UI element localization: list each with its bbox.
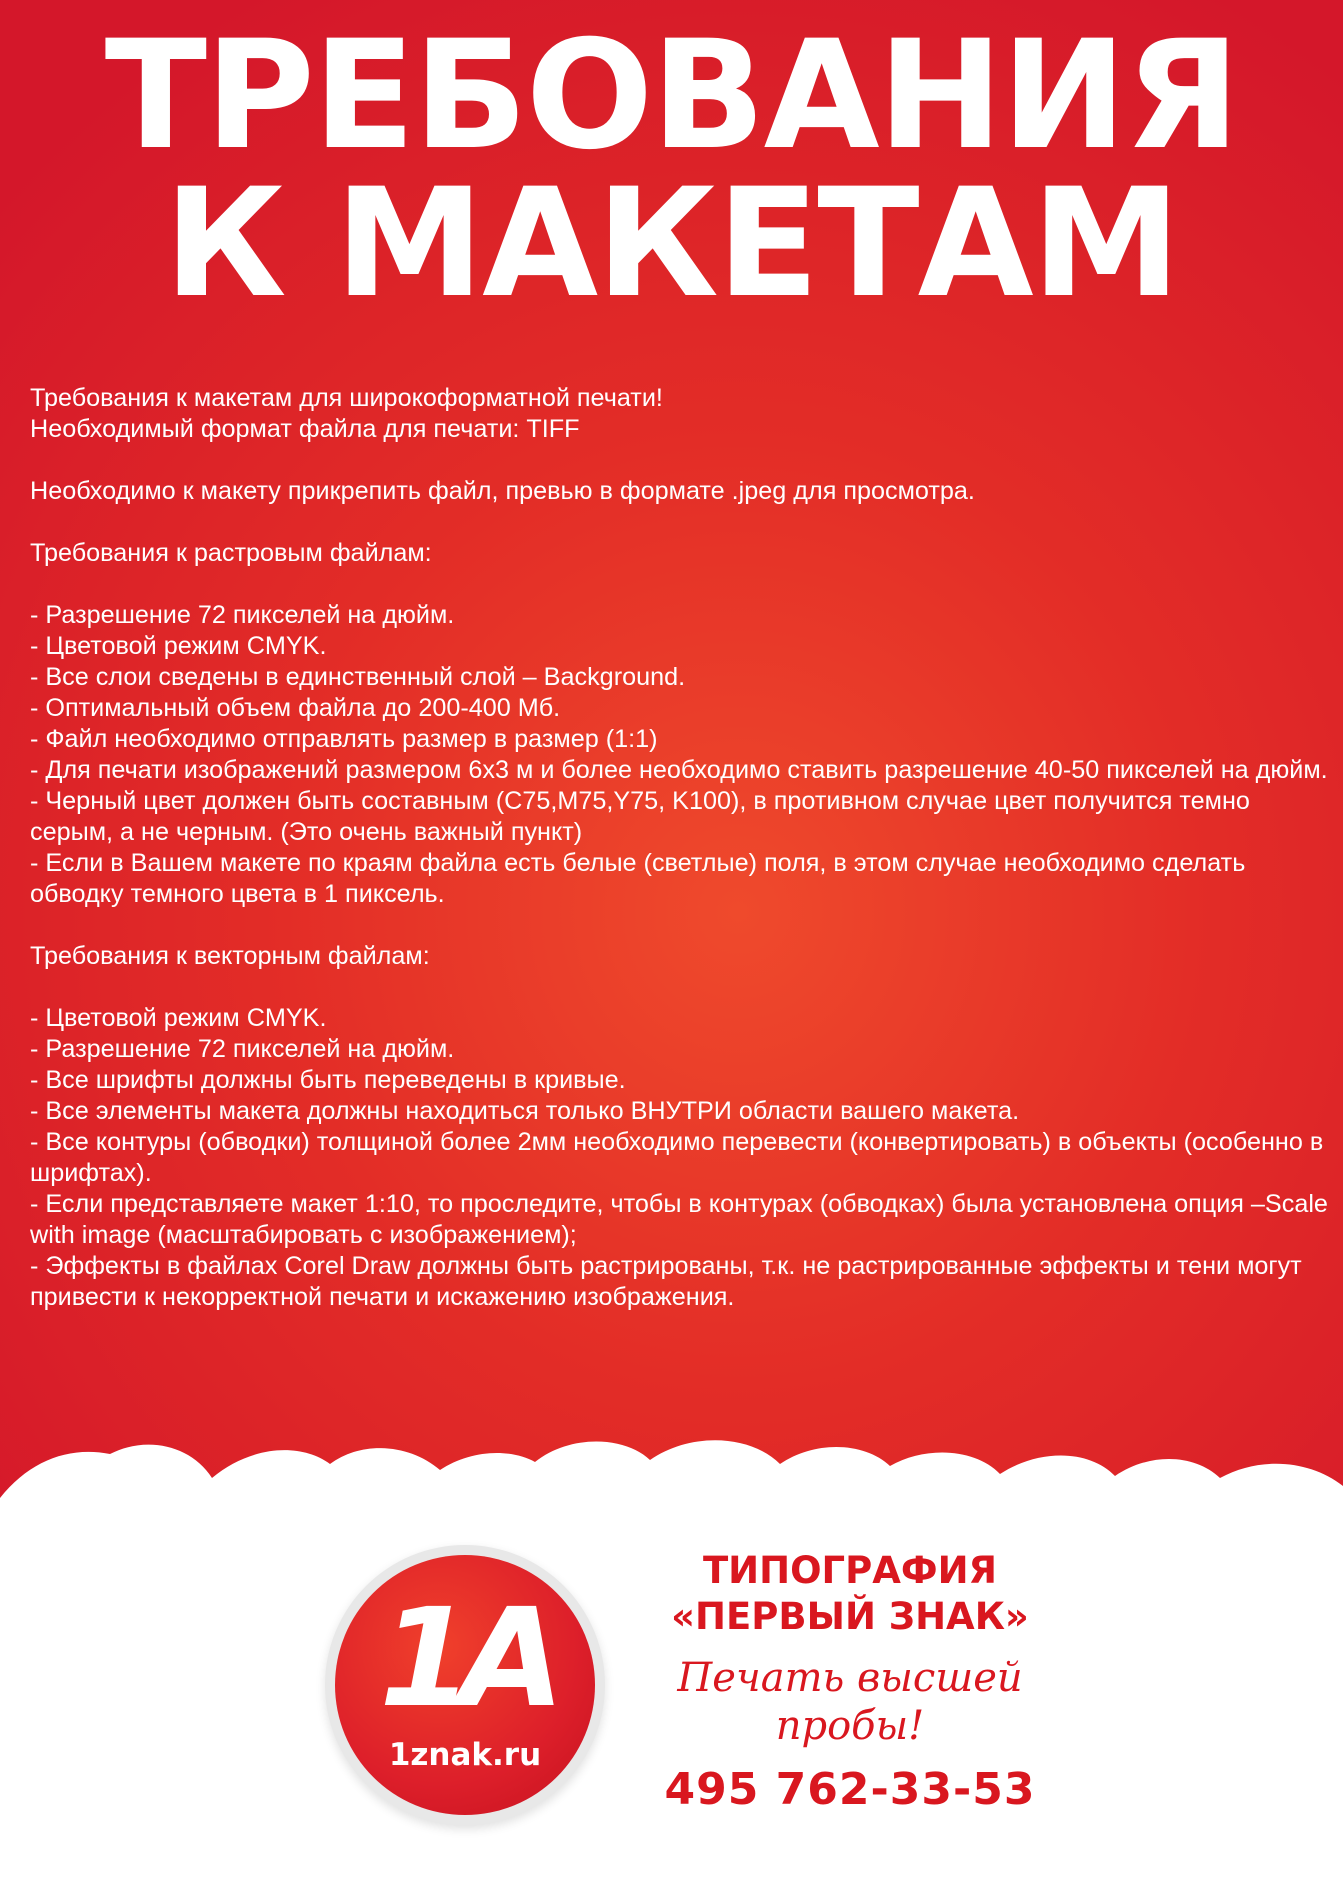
brand-name-line-2: «ПЕРВЫЙ ЗНАК» <box>671 1595 1029 1638</box>
raster-item: - Если в Вашем макете по краям файла есть белые (светлые) поля, в этом случае необходимо сделать обводку темного цвета в 1 пиксель. <box>30 849 1246 908</box>
intro-line: Требования к макетам для широкоформатной печати! <box>30 384 663 412</box>
raster-item: - Файл необходимо отправлять размер в размер (1:1) <box>30 725 658 753</box>
vector-item: - Все контуры (обводки) толщиной более 2мм необходимо перевести (конвертировать) в объекты (особенно в шрифтах). <box>30 1128 1324 1187</box>
raster-item: - Оптимальный объем файла до 200-400 Мб. <box>30 694 561 722</box>
logo-url: 1znak.ru <box>388 1737 542 1773</box>
title-line-2: К МАКЕТАМ <box>164 157 1179 331</box>
vector-heading: Требования к векторным файлам: <box>30 942 430 970</box>
raster-item: - Цветовой режим CMYK. <box>30 632 327 660</box>
vector-item: - Все элементы макета должны находиться только ВНУТРИ области вашего макета. <box>30 1097 1020 1125</box>
brand-name-line-1: ТИПОГРАФИЯ <box>702 1549 998 1592</box>
vector-item: - Цветовой режим CMYK. <box>30 1004 327 1032</box>
raster-item: - Черный цвет должен быть составным (C75,M75,Y75, K100), в противном случае цвет получится темно серым, а не черным. (Это очень важный пункт) <box>30 787 1250 846</box>
vector-item: - Все шрифты должны быть переведены в кривые. <box>30 1066 626 1094</box>
raster-heading: Требования к растровым файлам: <box>30 539 432 567</box>
title-line-1: ТРЕБОВАНИЯ <box>104 9 1239 183</box>
raster-item: - Разрешение 72 пикселей на дюйм. <box>30 601 455 629</box>
slogan: Печать высшей пробы! <box>677 1655 1023 1749</box>
preview-note: Необходимо к макету прикрепить файл, превью в формате .jpeg для просмотра. <box>30 477 975 505</box>
vector-item: - Если представляете макет 1:10, то проследите, чтобы в контурах (обводках) была установлена опция –Scale with image (масштабировать с изображением); <box>30 1190 1328 1249</box>
raster-item: - Все слои сведены в единственный слой – Background. <box>30 663 686 691</box>
vector-item: - Разрешение 72 пикселей на дюйм. <box>30 1035 455 1063</box>
requirements-text <box>30 383 1330 1313</box>
brand-logo[interactable] <box>335 1555 595 1815</box>
phone-number[interactable]: 495 762-33-53 <box>664 1764 1036 1815</box>
logo-mark: 1A <box>379 1580 551 1738</box>
brand-info <box>640 1548 1060 1816</box>
raster-item: - Для печати изображений размером 6х3 м и более необходимо ставить разрешение 40-50 пикселей на дюйм. <box>30 756 1328 784</box>
vector-item: - Эффекты в файлах Corel Draw должны быть растрированы, т.к. не растрированные эффекты и тени могут привести к некорректной печати и искажению изображения. <box>30 1252 1302 1311</box>
intro-format-line: Необходимый формат файла для печати: TIFF <box>30 415 580 443</box>
page-title <box>0 9 1343 331</box>
